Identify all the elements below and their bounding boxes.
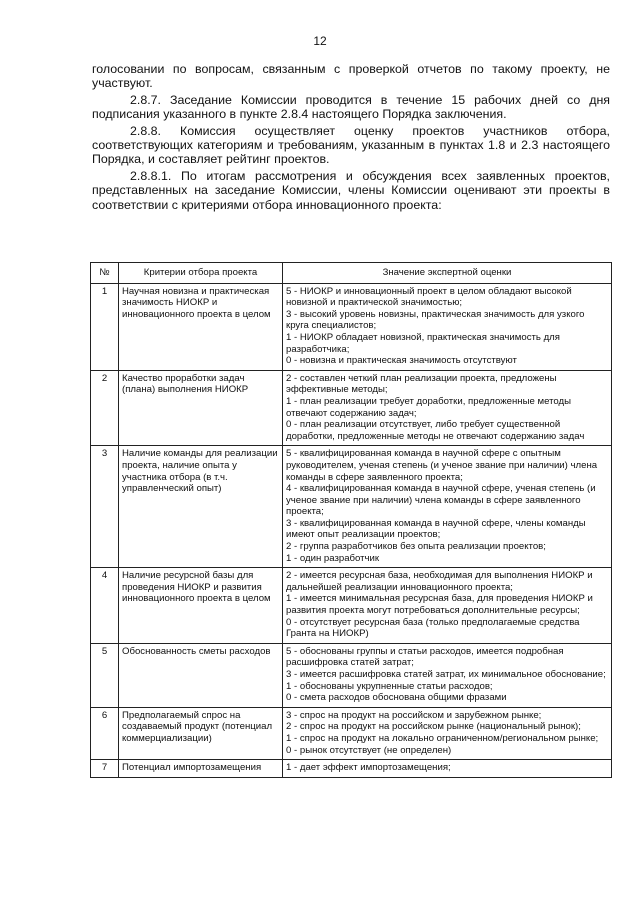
score-option: 2 - имеется ресурсная база, необходимая для выполнения НИОКР и дальнейшей реализации инновационного проекта; [286, 570, 593, 593]
row-criterion: Качество проработки задач (плана) выполнения НИОКР [119, 370, 283, 446]
table-row [91, 643, 612, 707]
score-option: 3 - спрос на продукт на российском и зарубежном рынке; [286, 709, 542, 721]
score-option: 3 - высокий уровень новизны, практическая значимость для узкого круга специалистов; [286, 308, 585, 332]
score-option: 0 - план реализации отсутствует, либо требует существенной доработки, предложенные методы не отвечают содержанию задач [286, 419, 585, 442]
row-number: 4 [91, 568, 119, 644]
row-score-values [283, 446, 612, 568]
score-option: 5 - НИОКР и инновационный проект в целом обладают высокой новизной и практической значимостью; [286, 285, 572, 309]
score-option: 2 - составлен четкий план реализации проекта, предложены эффективные методы; [286, 372, 557, 396]
row-score-values [283, 643, 612, 707]
criteria-table-body [91, 283, 612, 777]
row-criterion: Предполагаемый спрос на создаваемый продукт (потенциал коммерциализации) [119, 707, 283, 759]
header-number: № [91, 263, 119, 284]
row-number: 6 [91, 707, 119, 759]
row-number: 5 [91, 643, 119, 707]
row-criterion: Наличие ресурсной базы для проведения НИОКР и развития инновационного проекта в целом [119, 568, 283, 644]
table-row [91, 760, 612, 778]
score-option: 0 - отсутствует ресурсная база (только предполагаемые средства Гранта на НИОКР) [286, 616, 580, 640]
header-score: Значение экспертной оценки [283, 263, 612, 284]
paragraph-2-8-7: 2.8.7. Заседание Комиссии проводится в течение 15 рабочих дней со дня подписания указанного в пункте 2.8.4 настоящего Порядка заключения. [92, 92, 610, 122]
header-criterion: Критерии отбора проекта [119, 263, 283, 284]
score-option: 1 - дает эффект импортозамещения; [286, 762, 451, 774]
page-number: 12 [313, 34, 327, 48]
row-number: 7 [91, 760, 119, 778]
table-row [91, 446, 612, 568]
score-option: 1 - обоснованы укрупненные статьи расходов; [286, 680, 493, 692]
table-row [91, 707, 612, 759]
row-criterion: Научная новизна и практическая значимость НИОКР и инновационного проекта в целом [119, 283, 283, 370]
row-score-values [283, 370, 612, 446]
score-option: 3 - квалифицированная команда в научной сфере, члены команды имеют опыт реализации проектов; [286, 517, 586, 541]
criteria-table [90, 262, 612, 778]
row-criterion: Потенциал импортозамещения [119, 760, 283, 778]
row-score-values [283, 568, 612, 644]
table-row [91, 568, 612, 644]
paragraph-2-8-8-1: 2.8.8.1. По итогам рассмотрения и обсуждения всех заявленных проектов, представленных на заседание Комиссии, члены Комиссии оценивают эти проекты в соответствии с критериями отбора инновационного проекта: [92, 168, 610, 212]
score-option: 3 - имеется расшифровка статей затрат, их минимальное обоснование; [286, 669, 606, 680]
score-option: 1 - план реализации требует доработки, предложенные методы отвечают содержанию задач; [286, 395, 571, 419]
row-score-values [283, 707, 612, 759]
row-criterion: Обоснованность сметы расходов [119, 643, 283, 707]
body-text [92, 62, 610, 214]
score-option: 5 - обоснованы группы и статьи расходов, имеется подробная расшифровка статей затрат; [286, 645, 564, 669]
score-option: 0 - новизна и практическая значимость отсутствуют [286, 355, 517, 367]
score-option: 0 - рынок отсутствует (не определен) [286, 744, 452, 756]
table-row [91, 370, 612, 446]
row-criterion: Наличие команды для реализации проекта, наличие опыта у участника отбора (в т.ч. управленческий опыт) [119, 446, 283, 568]
paragraph-continuation: голосовании по вопросам, связанным с проверкой отчетов по такому проекту, не участвуют. [92, 62, 610, 91]
paragraph-2-8-8: 2.8.8. Комиссия осуществляет оценку проектов участников отбора, соответствующих категориям и требованиям, указанным в пунктах 1.8 и 2.3 настоящего Порядка, и составляет рейтинг проектов. [92, 123, 610, 167]
score-option: 2 - спрос на продукт на российском рынке (национальный рынок); [286, 721, 581, 733]
row-score-values [283, 760, 612, 778]
score-option: 4 - квалифицированная команда в научной сфере, ученая степень (и ученое звание при наличии) члена команды в сфере заявленного проекта; [286, 483, 596, 518]
score-option: 5 - квалифицированная команда в научной сфере с опытным руководителем, ученая степень (и ученое звание при наличии) члена команды в сфере заявленного проекта; [286, 448, 598, 483]
score-option: 2 - группа разработчиков без опыта реализации проектов; [286, 541, 546, 553]
row-number: 2 [91, 370, 119, 446]
score-option: 1 - НИОКР обладает новизной, практическая значимость для разработчика; [286, 331, 560, 355]
row-number: 3 [91, 446, 119, 568]
score-option: 1 - один разработчик [286, 552, 380, 564]
table-row [91, 283, 612, 370]
row-number: 1 [91, 283, 119, 370]
row-score-values [283, 283, 612, 370]
table-header-row [91, 263, 612, 284]
score-option: 0 - смета расходов обоснована общими фразами [286, 692, 507, 704]
score-option: 1 - имеется минимальная ресурсная база, для проведения НИОКР и развития проекта могут потребоваться дополнительные ресурсы; [286, 593, 593, 617]
score-option: 1 - спрос на продукт на локально ограниченном/региональном рынке; [286, 732, 599, 744]
